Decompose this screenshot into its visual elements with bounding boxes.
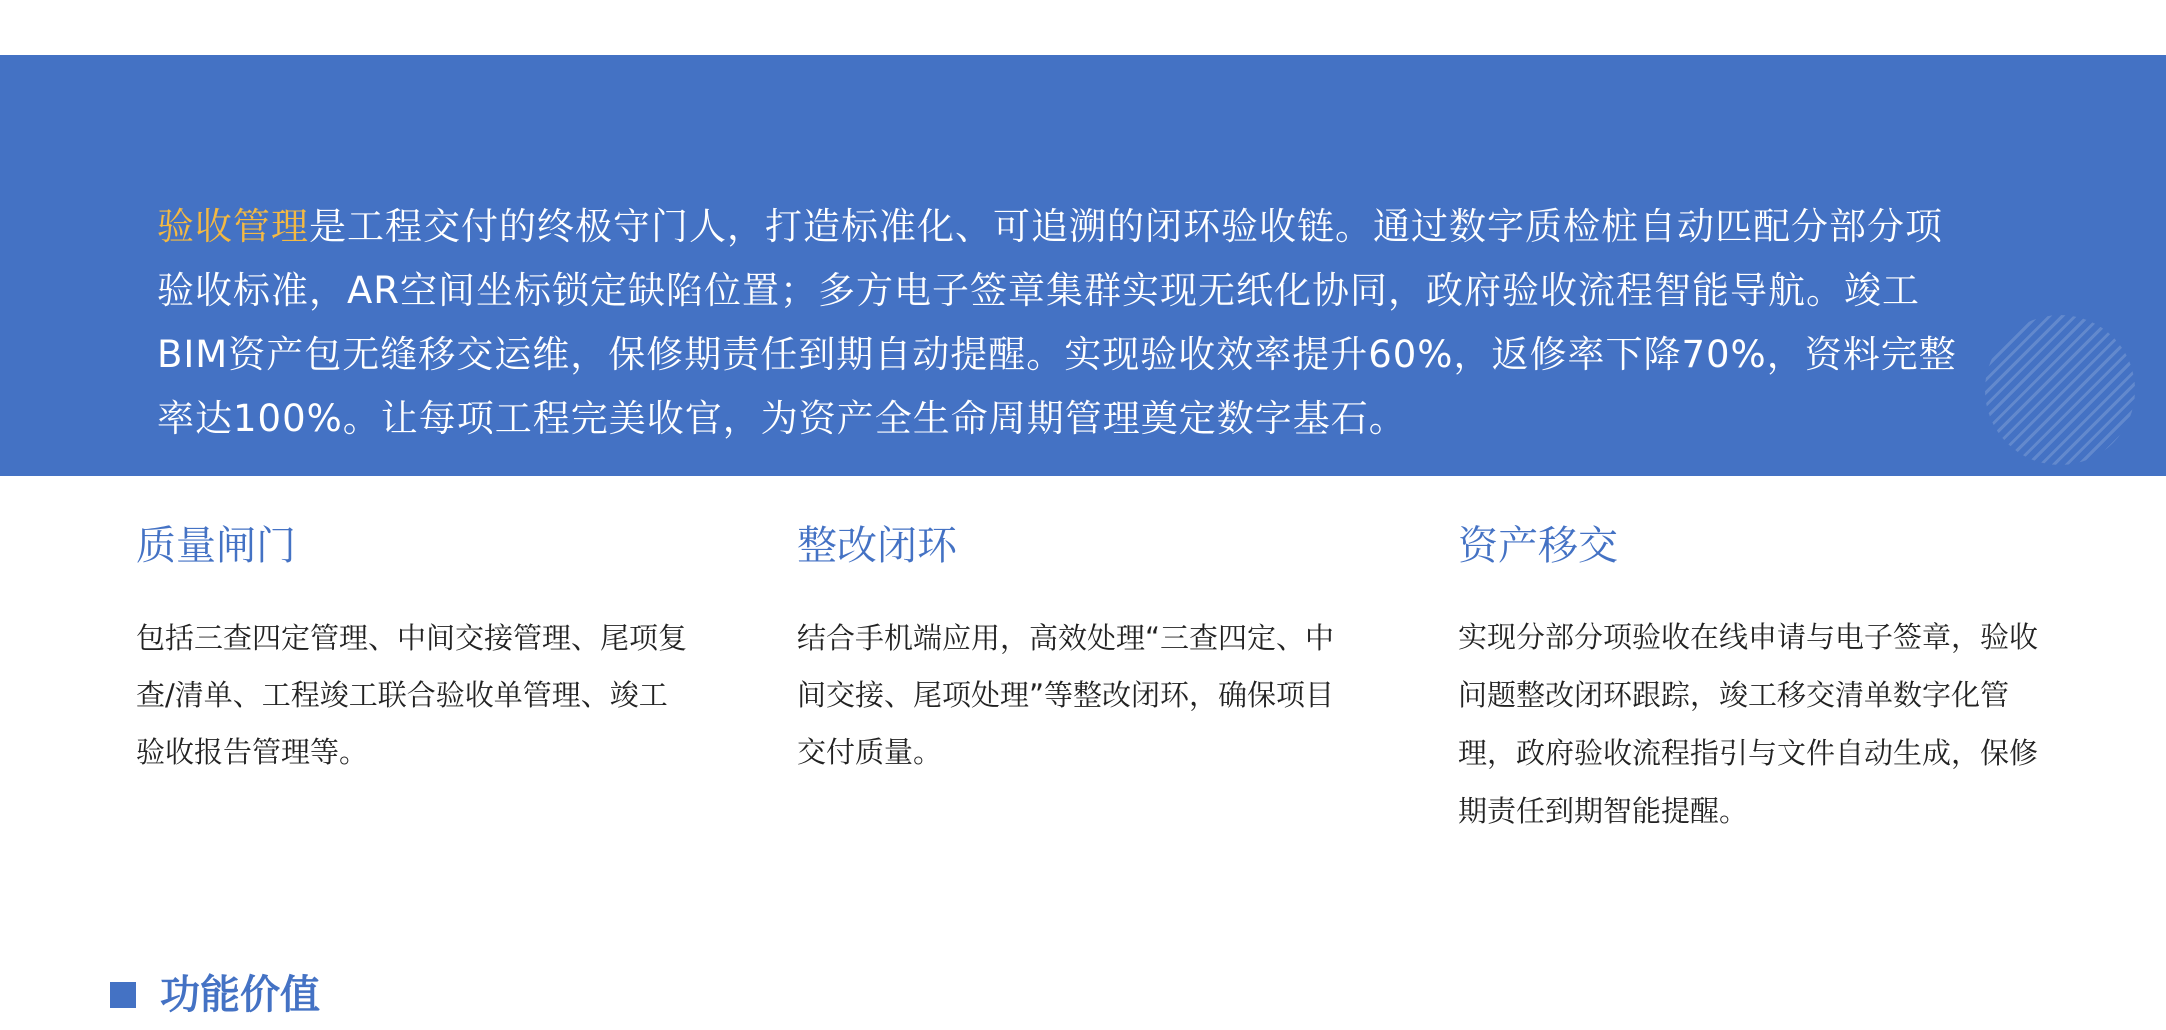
square-bullet-icon (110, 982, 136, 1008)
feature-title: 资产移交 (1458, 523, 1618, 569)
feature-description: 包括三查四定管理、中间交接管理、尾项复查/清单、工程竣工联合验收单管理、竣工验收报告管理等。 (136, 621, 688, 769)
intro-highlight: 验收管理 (157, 205, 309, 248)
feature-quality-gate (136, 510, 696, 781)
decorative-circle-icon (1985, 315, 2135, 465)
section-heading (110, 965, 320, 1025)
feature-asset-handover (1458, 510, 2038, 840)
feature-description: 结合手机端应用，高效处理“三查四定、中间交接、尾项处理”等整改闭环，确保项目交付质量。 (797, 621, 1335, 769)
feature-rectification-loop (797, 510, 1357, 781)
section-title: 功能价值 (160, 972, 320, 1018)
feature-title: 整改闭环 (797, 523, 957, 569)
intro-banner (0, 55, 2166, 476)
feature-description: 实现分部分项验收在线申请与电子签章，验收问题整改闭环跟踪，竣工移交清单数字化管理，政府验收流程指引与文件自动生成，保修期责任到期智能提醒。 (1458, 620, 2039, 828)
intro-paragraph (157, 195, 1977, 451)
feature-title: 质量闸门 (136, 523, 296, 569)
intro-text: 是工程交付的终极守门人，打造标准化、可追溯的闭环验收链。通过数字质检桩自动匹配分部分项验收标准，AR空间坐标锁定缺陷位置；多方电子签章集群实现无纸化协同，政府验收流程智能导航。竣工BIM资产包无缝移交运维，保修期责任到期自动提醒。实现验收效率提升60%，返修率下降70%，资料完整率达100%。让每项工程完美收官，为资产全生命周期管理奠定数字基石。 (157, 205, 1957, 440)
